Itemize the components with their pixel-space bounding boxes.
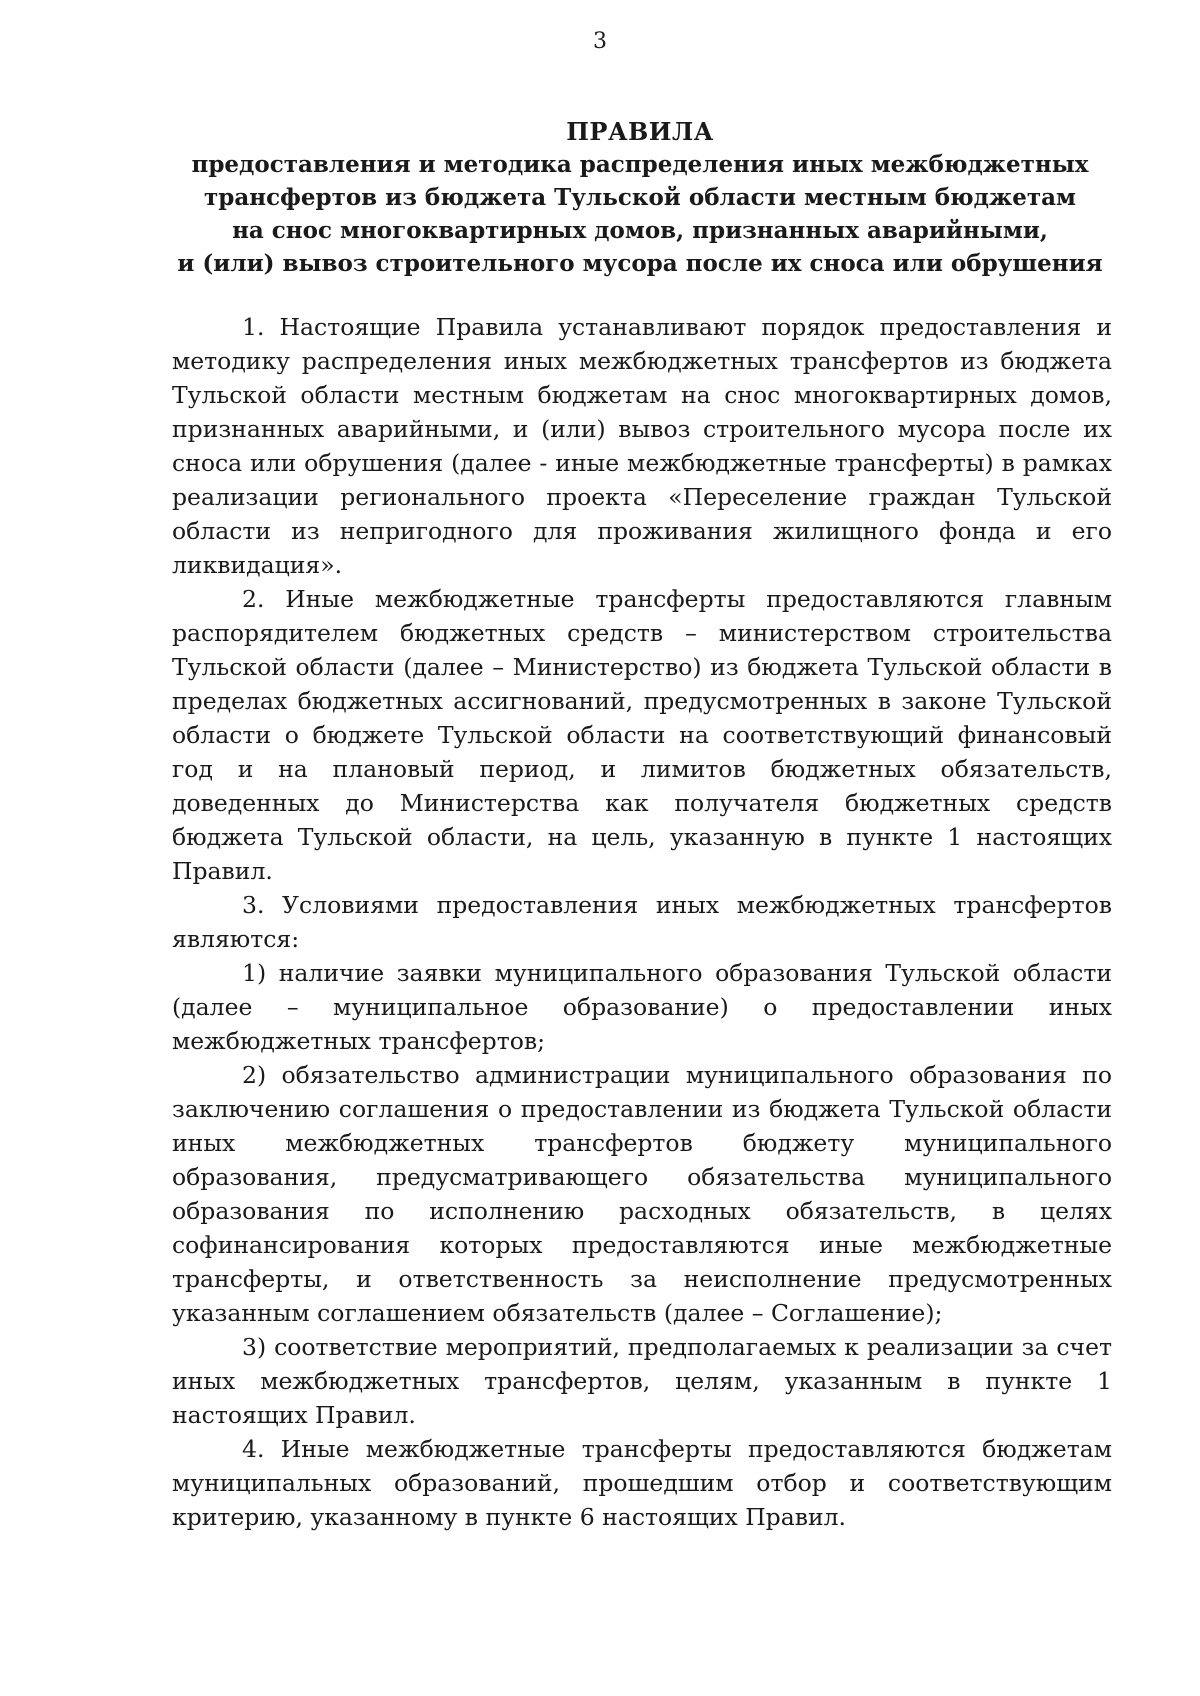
subtitle-line-2: трансфертов из бюджета Тульской области местным бюджетам: [204, 184, 1076, 211]
subtitle-line-4: и (или) вывоз строительного мусора после их сноса или обрушения: [177, 250, 1103, 277]
paragraph-2: 2. Иные межбюджетные трансферты предоставляются главным распорядителем бюджетных средств – министерством строительства Тульской области (далее – Министерство) из бюджета Тульской области в пределах бюджетных ассигнований, предусмотренных в законе Тульской области о бюджете Тульской области на соответствующий финансовый год и на плановый период, и лимитов бюджетных обязательств, доведенных до Министерства как получателя бюджетных средств бюджета Тульской области, на цель, указанную в пункте 1 настоящих Правил.: [172, 585, 1112, 885]
paragraph-1: 1. Настоящие Правила устанавливают порядок предоставления и методику распределения иных межбюджетных трансфертов из бюджета Тульской области местным бюджетам на снос многоквартирных домов, признанных аварийными, и (или) вывоз строительного мусора после их сноса или обрушения (далее - иные межбюджетные трансферты) в рамках реализации регионального проекта «Переселение граждан Тульской области из непригодного для проживания жилищного фонда и его ликвидация».: [172, 313, 1112, 579]
document-title: ПРАВИЛА: [566, 117, 714, 146]
paragraph-3-item-3: 3) соответствие мероприятий, предполагаемых к реализации за счет иных межбюджетных трансфертов, целям, указанным в пункте 1 настоящих Правил.: [172, 1333, 1112, 1429]
paragraph-3-item-2: 2) обязательство администрации муниципального образования по заключению соглашения о предоставлении из бюджета Тульской области иных межбюджетных трансфертов бюджету муниципального образования, предусматривающего обязательства муниципального образования по исполнению расходных обязательств, в целях софинансирования которых предоставляются иные межбюджетные трансферты, и ответственность за неисполнение предусмотренных указанным соглашением обязательств (далее – Соглашение);: [172, 1061, 1112, 1327]
document-title-block: [170, 115, 1110, 280]
document-body: [172, 310, 1112, 1534]
paragraph-3-item-1: 1) наличие заявки муниципального образования Тульской области (далее – муниципальное образование) о предоставлении иных межбюджетных трансфертов;: [172, 959, 1112, 1055]
paragraph-3: 3. Условиями предоставления иных межбюджетных трансфертов являются:: [172, 891, 1112, 953]
page-number: 3: [593, 29, 607, 54]
paragraph-4: 4. Иные межбюджетные трансферты предоставляются бюджетам муниципальных образований, прошедшим отбор и соответствующим критерию, указанному в пункте 6 настоящих Правил.: [172, 1435, 1112, 1531]
subtitle-line-1: предоставления и методика распределения иных межбюджетных: [191, 151, 1089, 178]
subtitle-line-3: на снос многоквартирных домов, признанных аварийными,: [232, 217, 1048, 244]
